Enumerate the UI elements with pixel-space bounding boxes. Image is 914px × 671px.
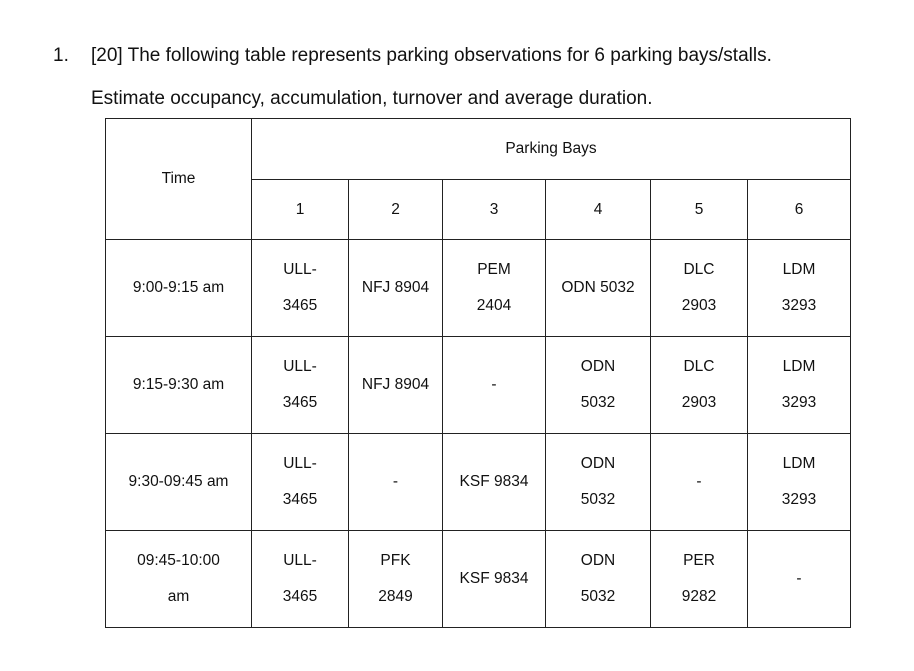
bay-5-cell	[651, 434, 748, 531]
time-header: Time	[106, 119, 252, 240]
cell-text: PEM	[477, 261, 511, 278]
cell-text: KSF 9834	[459, 570, 529, 587]
bay-2-cell	[349, 531, 443, 628]
cell-text: NFJ 8904	[361, 376, 430, 393]
bay-6-cell	[748, 337, 851, 434]
bay-4-cell	[546, 531, 651, 628]
bay-1-cell	[252, 434, 349, 531]
cell-text: 5032	[580, 394, 616, 411]
cell-text: 3293	[781, 491, 817, 508]
cell-text: 2849	[378, 588, 413, 605]
bay-2-cell	[349, 337, 443, 434]
cell-text: 09:45-10:00	[137, 552, 220, 569]
cell-text: 2404	[476, 297, 512, 314]
cell-text: -	[392, 473, 399, 490]
cell-text: -	[696, 473, 702, 490]
time-cell	[106, 434, 252, 531]
cell-text: 3293	[781, 297, 817, 314]
bay-5-cell	[651, 531, 748, 628]
bay-number-4: 4	[546, 180, 651, 240]
cell-text: 9:30-09:45 am	[128, 473, 229, 490]
time-cell	[106, 531, 252, 628]
bay-4-cell	[546, 240, 651, 337]
bay-5-cell	[651, 240, 748, 337]
bay-number-2: 2	[349, 180, 443, 240]
cell-text: ODN	[580, 552, 616, 569]
cell-text: 9282	[681, 588, 717, 605]
bay-1-cell	[252, 240, 349, 337]
cell-text: LDM	[782, 358, 816, 375]
bay-2-cell	[349, 434, 443, 531]
cell-text: am	[167, 588, 190, 605]
question-prompt: [20] The following table represents parking observations for 6 parking bays/stalls.	[91, 45, 772, 66]
bay-1-cell	[252, 337, 349, 434]
bay-number-3: 3	[443, 180, 546, 240]
cell-text: LDM	[782, 261, 816, 278]
cell-text: LDM	[782, 455, 816, 472]
bay-1-cell	[252, 531, 349, 628]
cell-text: 3293	[781, 394, 817, 411]
time-cell	[106, 240, 252, 337]
cell-text: 5032	[580, 491, 616, 508]
cell-text: -	[491, 376, 497, 393]
bay-number-5: 5	[651, 180, 748, 240]
table-row	[106, 240, 851, 337]
bay-4-cell	[546, 337, 651, 434]
cell-text: 2903	[681, 297, 717, 314]
question-line-1	[53, 34, 893, 77]
cell-text: KSF 9834	[459, 473, 529, 490]
cell-text: 3465	[282, 297, 318, 314]
question-number: 1.	[53, 45, 69, 66]
cell-text: PFK	[380, 552, 411, 569]
bay-6-cell	[748, 531, 851, 628]
question-line-2: Estimate occupancy, accumulation, turnover and average duration.	[91, 88, 653, 109]
bay-number-1: 1	[252, 180, 349, 240]
time-cell	[106, 337, 252, 434]
cell-text: 3465	[282, 491, 318, 508]
cell-text: 3465	[282, 394, 318, 411]
cell-text: 9:15-9:30 am	[132, 376, 225, 393]
parking-bays-header: Parking Bays	[252, 119, 851, 180]
cell-text: DLC	[683, 261, 715, 278]
cell-text: 5032	[580, 588, 616, 605]
bay-3-cell	[443, 434, 546, 531]
bay-6-cell	[748, 434, 851, 531]
cell-text: DLC	[683, 358, 715, 375]
cell-text: NFJ 8904	[361, 279, 430, 296]
cell-text: PER	[683, 552, 715, 569]
cell-text: ODN	[580, 358, 616, 375]
cell-text: 9:00-9:15 am	[132, 279, 225, 296]
bay-3-cell	[443, 531, 546, 628]
cell-text: ULL-	[283, 552, 317, 569]
cell-text: ULL-	[283, 261, 317, 278]
cell-text: 2903	[681, 394, 717, 411]
cell-text: ULL-	[283, 455, 317, 472]
cell-text: ODN 5032	[561, 279, 635, 296]
bay-2-cell	[349, 240, 443, 337]
bay-3-cell	[443, 337, 546, 434]
question-text	[53, 34, 893, 120]
bay-number-6: 6	[748, 180, 851, 240]
table-row	[106, 337, 851, 434]
cell-text: 3465	[282, 588, 318, 605]
bay-4-cell	[546, 434, 651, 531]
cell-text: ULL-	[283, 358, 317, 375]
table-row	[106, 434, 851, 531]
cell-text: ODN	[580, 455, 616, 472]
table-row	[106, 531, 851, 628]
bay-5-cell	[651, 337, 748, 434]
cell-text: -	[796, 570, 802, 587]
parking-observation-table	[105, 118, 851, 628]
bay-6-cell	[748, 240, 851, 337]
bay-3-cell	[443, 240, 546, 337]
